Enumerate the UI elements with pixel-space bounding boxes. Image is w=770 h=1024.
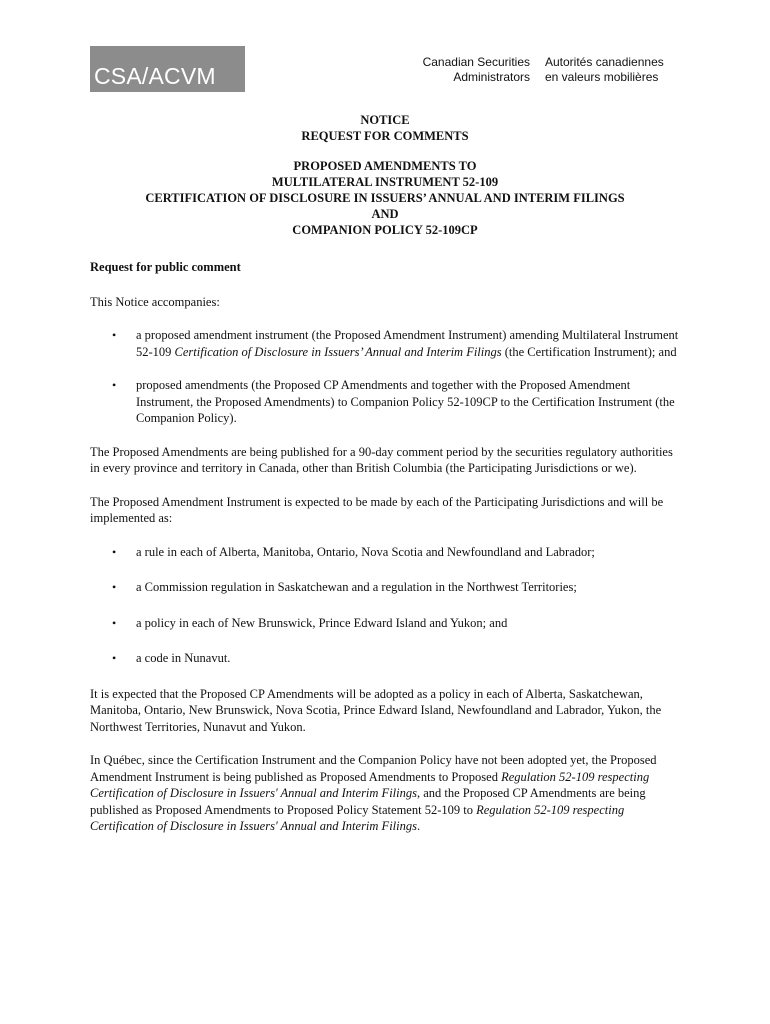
title-line-3: CERTIFICATION OF DISCLOSURE IN ISSUERS’ ANNUAL AND INTERIM FILINGS [145,191,625,205]
bullet-icon: • [112,378,117,392]
quebec-paragraph: In Québec, since the Certification Instrument and the Companion Policy have not been adopted yet, the Proposed Amendment Instrument is being published as Proposed Amendments to Proposed Regulation 52-109 respecting Certification of Disclosure in Issuers' Annual and Interim Filings, and the Proposed CP Amendments are being published as Proposed Amendments to Proposed Policy Statement 52-109 to Regulation 52-109 respecting Certification of Disclosure in Issuers' Annual and Interim Filings. [90,753,657,833]
agency-fr-line-1: Autorités canadiennes [545,55,664,69]
title-line-5: COMPANION POLICY 52-109CP [292,223,478,237]
title-line-2: MULTILATERAL INSTRUMENT 52-109 [271,175,499,189]
list-item: • proposed amendments (the Proposed CP Amendments and together with the Proposed Amendment Instrument, the Proposed Amendments) to Companion Policy 52-109CP to the Certification Instrument (the Companion Policy). [112,378,675,425]
agency-en-line-1: Canadian Securities [422,55,530,69]
implementation-paragraph: The Proposed Amendment Instrument is expected to be made by each of the Participating Jurisdictions and will be implemented as: [90,494,664,525]
request-for-comments-heading: REQUEST FOR COMMENTS [301,129,469,143]
document-title-block [0,112,770,238]
list-item: • a rule in each of Alberta, Manitoba, Ontario, Nova Scotia and Newfoundland and Labrador; [112,544,595,559]
section-heading: Request for public comment [90,260,241,274]
list-item: • a Commission regulation in Saskatchewan and a regulation in the Northwest Territories; [112,580,577,594]
agency-name-french [545,55,664,85]
list-item: • a code in Nunavut. [112,651,231,665]
cp-amendments-paragraph: It is expected that the Proposed CP Amendments will be adopted as a policy in each of Alberta, Saskatchewan, Manitoba, Ontario, New Brunswick, Nova Scotia, Prince Edward Island, Newfoundland and Labrador, Yukon, the Northwest Territories, Nunavut and Yukon. [90,686,662,734]
list-item: • a policy in each of New Brunswick, Prince Edward Island and Yukon; and [112,615,508,630]
bullet-icon: • [112,544,117,559]
list-item: • a proposed amendment instrument (the Proposed Amendment Instrument) amending Multilateral Instrument 52-109 Certification of Disclosure in Issuers’ Annual and Interim Filings (the Certification Instrument); and [112,328,679,359]
csa-acvm-logo [90,46,245,92]
accompanies-list [90,327,680,427]
bullet-icon: • [112,651,117,665]
bullet-icon: • [112,580,117,594]
title-line-1: PROPOSED AMENDMENTS TO [293,159,477,173]
agency-name-english [423,55,530,85]
intro-paragraph: This Notice accompanies: [90,294,220,309]
agency-en-line-2: Administrators [453,70,530,84]
bullet-icon: • [112,615,117,630]
comment-period-paragraph: The Proposed Amendments are being published for a 90-day comment period by the securities regulatory authorities in every province and territory in Canada, other than British Columbia (the Participating Jurisdictions or we). [90,444,673,475]
implementation-list [90,544,680,667]
logo-text: CSA/ACVM [94,63,216,89]
notice-heading: NOTICE [360,113,410,127]
bullet-icon: • [112,328,117,342]
document-body [90,259,680,852]
title-line-4: AND [371,207,399,221]
agency-fr-line-2: en valeurs mobilières [545,70,659,84]
